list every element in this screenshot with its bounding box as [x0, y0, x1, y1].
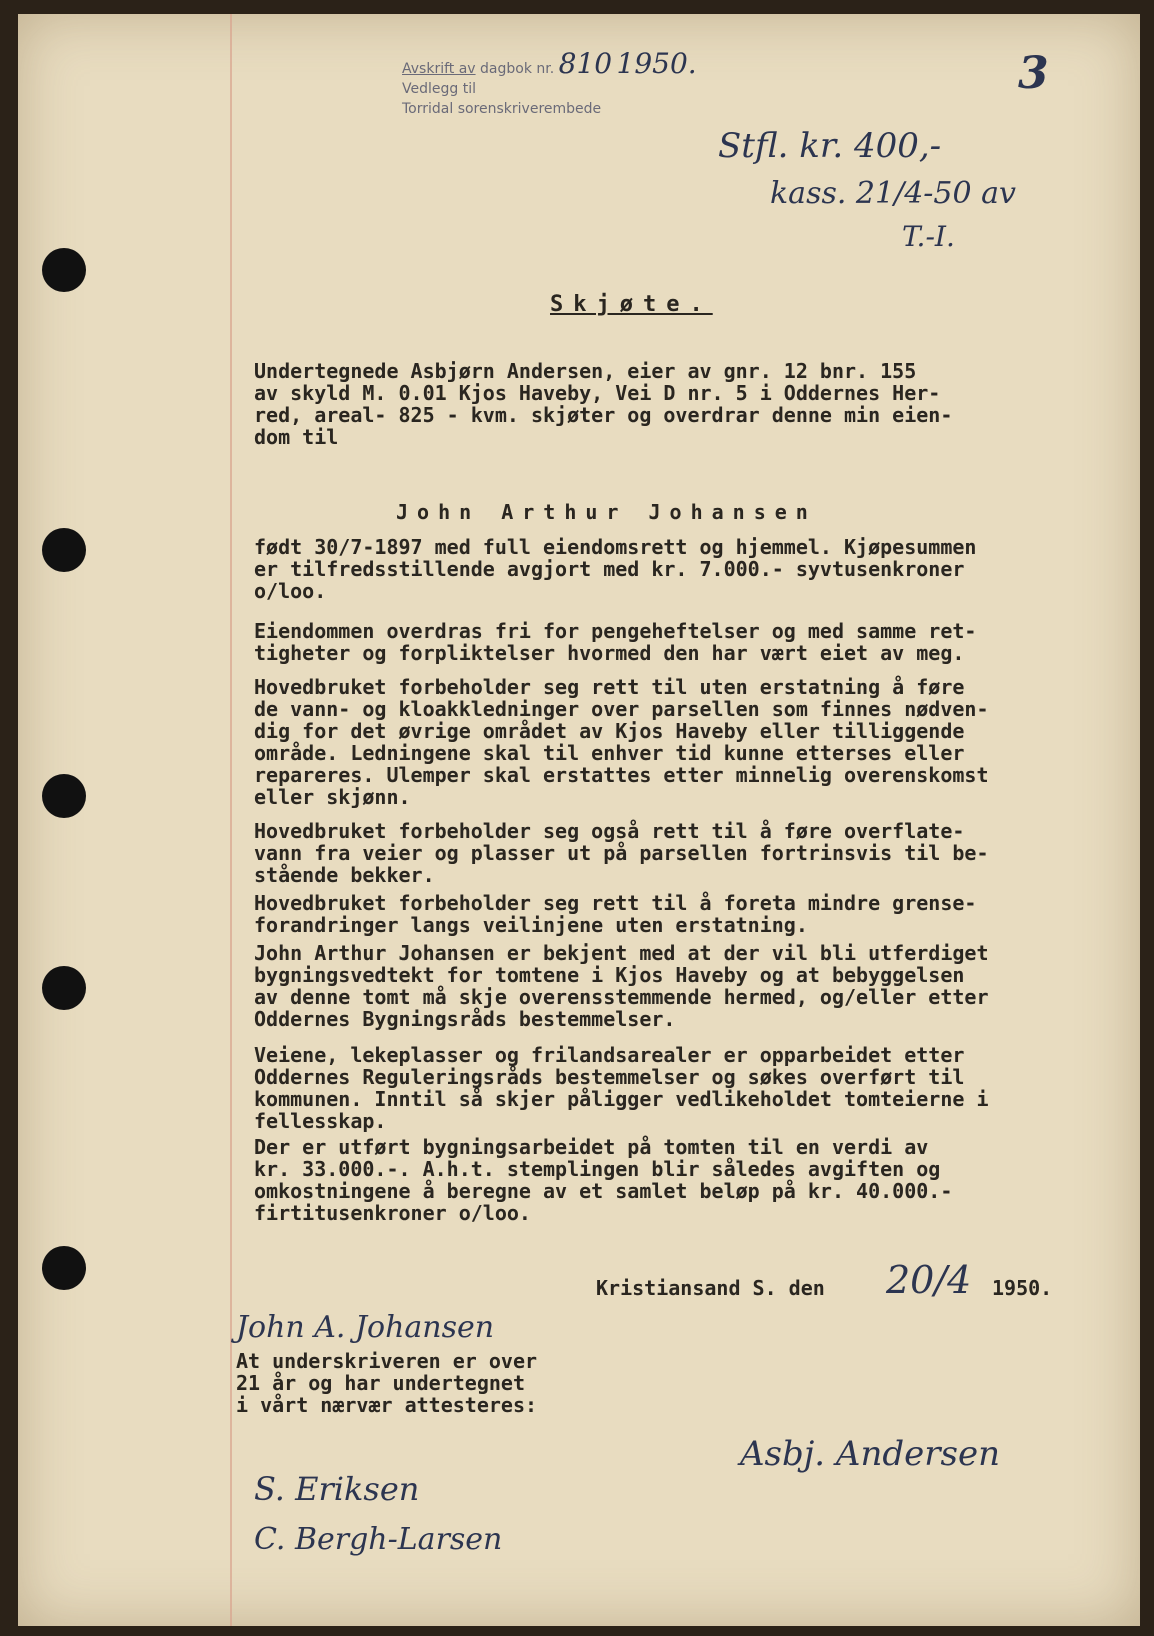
paragraph-4: Hovedbruket forbeholder seg rett til uten erstatning å føre de vann- og kloakkledninger over parsellen som finnes nødven- dig for det øvrige området av Kjos Haveby eller tilliggende område. Ledningene skal til enhver tid kunne etterses eller repareres. Ulemper skal erstattes etter minnelig overenskomst eller skjønn.	[254, 675, 989, 809]
buyer-name: John Arthur Johansen	[396, 500, 817, 524]
paragraph-5: Hovedbruket forbeholder seg også rett til å føre overflate- vann fra veier og plasser ut på parsellen fortrinsvis til be- stående bekker.	[254, 819, 989, 887]
dagbok-number: 810	[558, 47, 613, 80]
fee-note-line-1: Stfl. kr. 400,-	[718, 126, 942, 166]
document-title: Skjøte.	[550, 292, 713, 317]
registry-stamp	[402, 47, 697, 119]
page-number: 3	[1018, 48, 1049, 99]
attestation-text: At underskriveren er over 21 år og har undertegnet i vårt nærvær attesteres:	[236, 1349, 538, 1417]
punch-hole	[42, 528, 86, 572]
paragraph-1: Undertegnede Asbjørn Andersen, eier av gnr. 12 bnr. 155 av skyld M. 0.01 Kjos Haveby, Vei D nr. 5 i Oddernes Her- red, areal- 825 - kvm. skjøter og overdrar denne min eien- dom til	[254, 359, 953, 449]
stamp-year: 1950.	[616, 47, 697, 80]
punch-hole	[42, 1246, 86, 1290]
witness-2-signature: C. Bergh-Larsen	[254, 1522, 503, 1557]
date-year: 1950.	[992, 1276, 1053, 1300]
punch-hole	[42, 248, 86, 292]
stamp-line-3: Torridal sorenskriverembede	[402, 101, 602, 117]
punch-hole	[42, 966, 86, 1010]
witness-1-signature: S. Eriksen	[254, 1470, 420, 1508]
date-day-month: 20/4	[886, 1258, 972, 1302]
fee-note-line-3: T.-I.	[902, 220, 955, 253]
paragraph-7: John Arthur Johansen er bekjent med at der vil bli utferdiget bygningsvedtekt for tomtene i Kjos Haveby og at bebyggelsen av denne tomt må skje overensstemmende hermed, og/eller etter Oddernes Bygningsråds bestemmelser.	[254, 941, 989, 1031]
punch-hole	[42, 774, 86, 818]
seller-signature: Asbj. Andersen	[740, 1434, 1000, 1474]
paragraph-9: Der er utført bygningsarbeidet på tomten til en verdi av kr. 33.000.-. A.h.t. stemplingen blir således avgiften og omkostningene å beregne av et samlet beløp på kr. 40.000.- firtitusenkroner o/loo.	[254, 1135, 953, 1225]
stamp-line-1b: dagbok nr.	[480, 61, 555, 77]
paragraph-8: Veiene, lekeplasser og frilandsarealer er opparbeidet etter Oddernes Reguleringsråds bestemmelser og søkes overført til kommunen. Inntil så skjer påligger vedlikeholdet tomteierne i fellesskap.	[254, 1043, 989, 1133]
stamp-line-1: Avskrift av	[402, 61, 476, 77]
margin-rule	[230, 14, 232, 1626]
date-place: Kristiansand S. den	[596, 1276, 825, 1300]
fee-note-line-2: kass. 21/4-50 av	[770, 176, 1016, 211]
buyer-signature: John A. Johansen	[236, 1310, 495, 1345]
document-page	[18, 14, 1140, 1626]
stamp-line-2: Vedlegg til	[402, 81, 476, 97]
paragraph-6: Hovedbruket forbeholder seg rett til å foreta mindre grense- forandringer langs veilinjene uten erstatning.	[254, 891, 977, 937]
paragraph-2: født 30/7-1897 med full eiendomsrett og hjemmel. Kjøpesummen er tilfredsstillende avgjort med kr. 7.000.- syvtusenkroner o/loo.	[254, 535, 977, 603]
paragraph-3: Eiendommen overdras fri for pengeheftelser og med samme ret- tigheter og forpliktelser hvormed den har vært eiet av meg.	[254, 619, 977, 665]
